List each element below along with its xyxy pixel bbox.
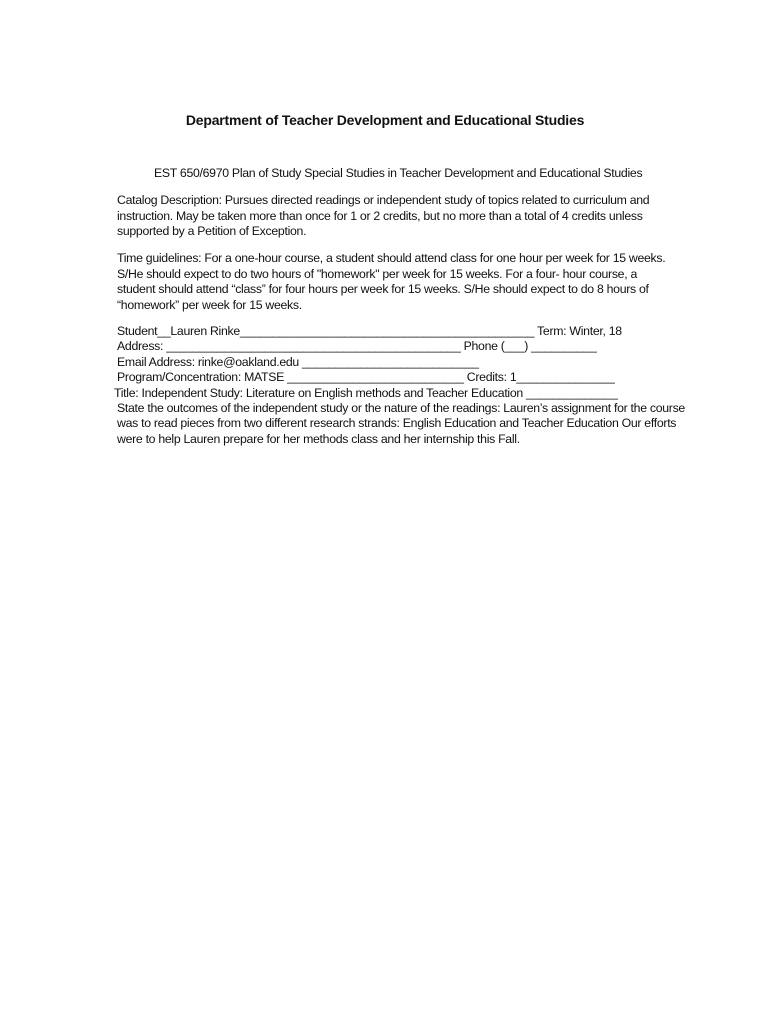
catalog-line: instruction. May be taken more than once for 1 or 2 credits, but no more than a total of 4 credits unless	[117, 208, 643, 223]
email-field: Email Address: rinke@oakland.edu ___________________________	[117, 354, 479, 369]
catalog-line: supported by a Petition of Exception.	[117, 224, 307, 238]
document-heading: Department of Teacher Development and Educational Studies	[185, 112, 585, 128]
time-guidelines	[117, 251, 707, 313]
catalog-description	[117, 193, 707, 240]
time-line: “homework” per week for 15 weeks.	[117, 297, 302, 312]
outcomes-line: State the outcomes of the independent study or the nature of the readings: Lauren’s assignment for the course	[117, 401, 685, 416]
outcomes-line: were to help Lauren prepare for her methods class and her internship this Fall.	[117, 431, 520, 446]
course-line: EST 650/6970 Plan of Study Special Studies in Teacher Development and Educational Studies	[154, 166, 643, 180]
time-line: Time guidelines: For a one-hour course, a student should attend class for one hour per week for 15 weeks.	[117, 251, 666, 265]
student-field: Student__Lauren Rinke_____________________________________________ Term: Winter, 18	[117, 324, 622, 338]
student-fields	[114, 324, 707, 447]
address-field: Address: _____________________________________________ Phone (___) __________	[117, 339, 597, 354]
title-field: Title: Independent Study: Literature on English methods and Teacher Education ______________	[114, 385, 618, 400]
time-line: S/He should expect to do two hours of "homework" per week for 15 weeks. For a four- hour course, a	[117, 266, 637, 281]
catalog-line: Catalog Description: Pursues directed readings or independent study of topics related to curriculum and	[117, 193, 650, 207]
outcomes-line: was to read pieces from two different research strands: English Education and Teacher Education Our efforts	[117, 416, 677, 431]
program-field: Program/Concentration: MATSE ___________________________ Credits: 1_______________	[117, 370, 615, 385]
time-line: student should attend “class” for four hours per week for 15 weeks. S/He should expect to do 8 hours of	[117, 282, 649, 296]
